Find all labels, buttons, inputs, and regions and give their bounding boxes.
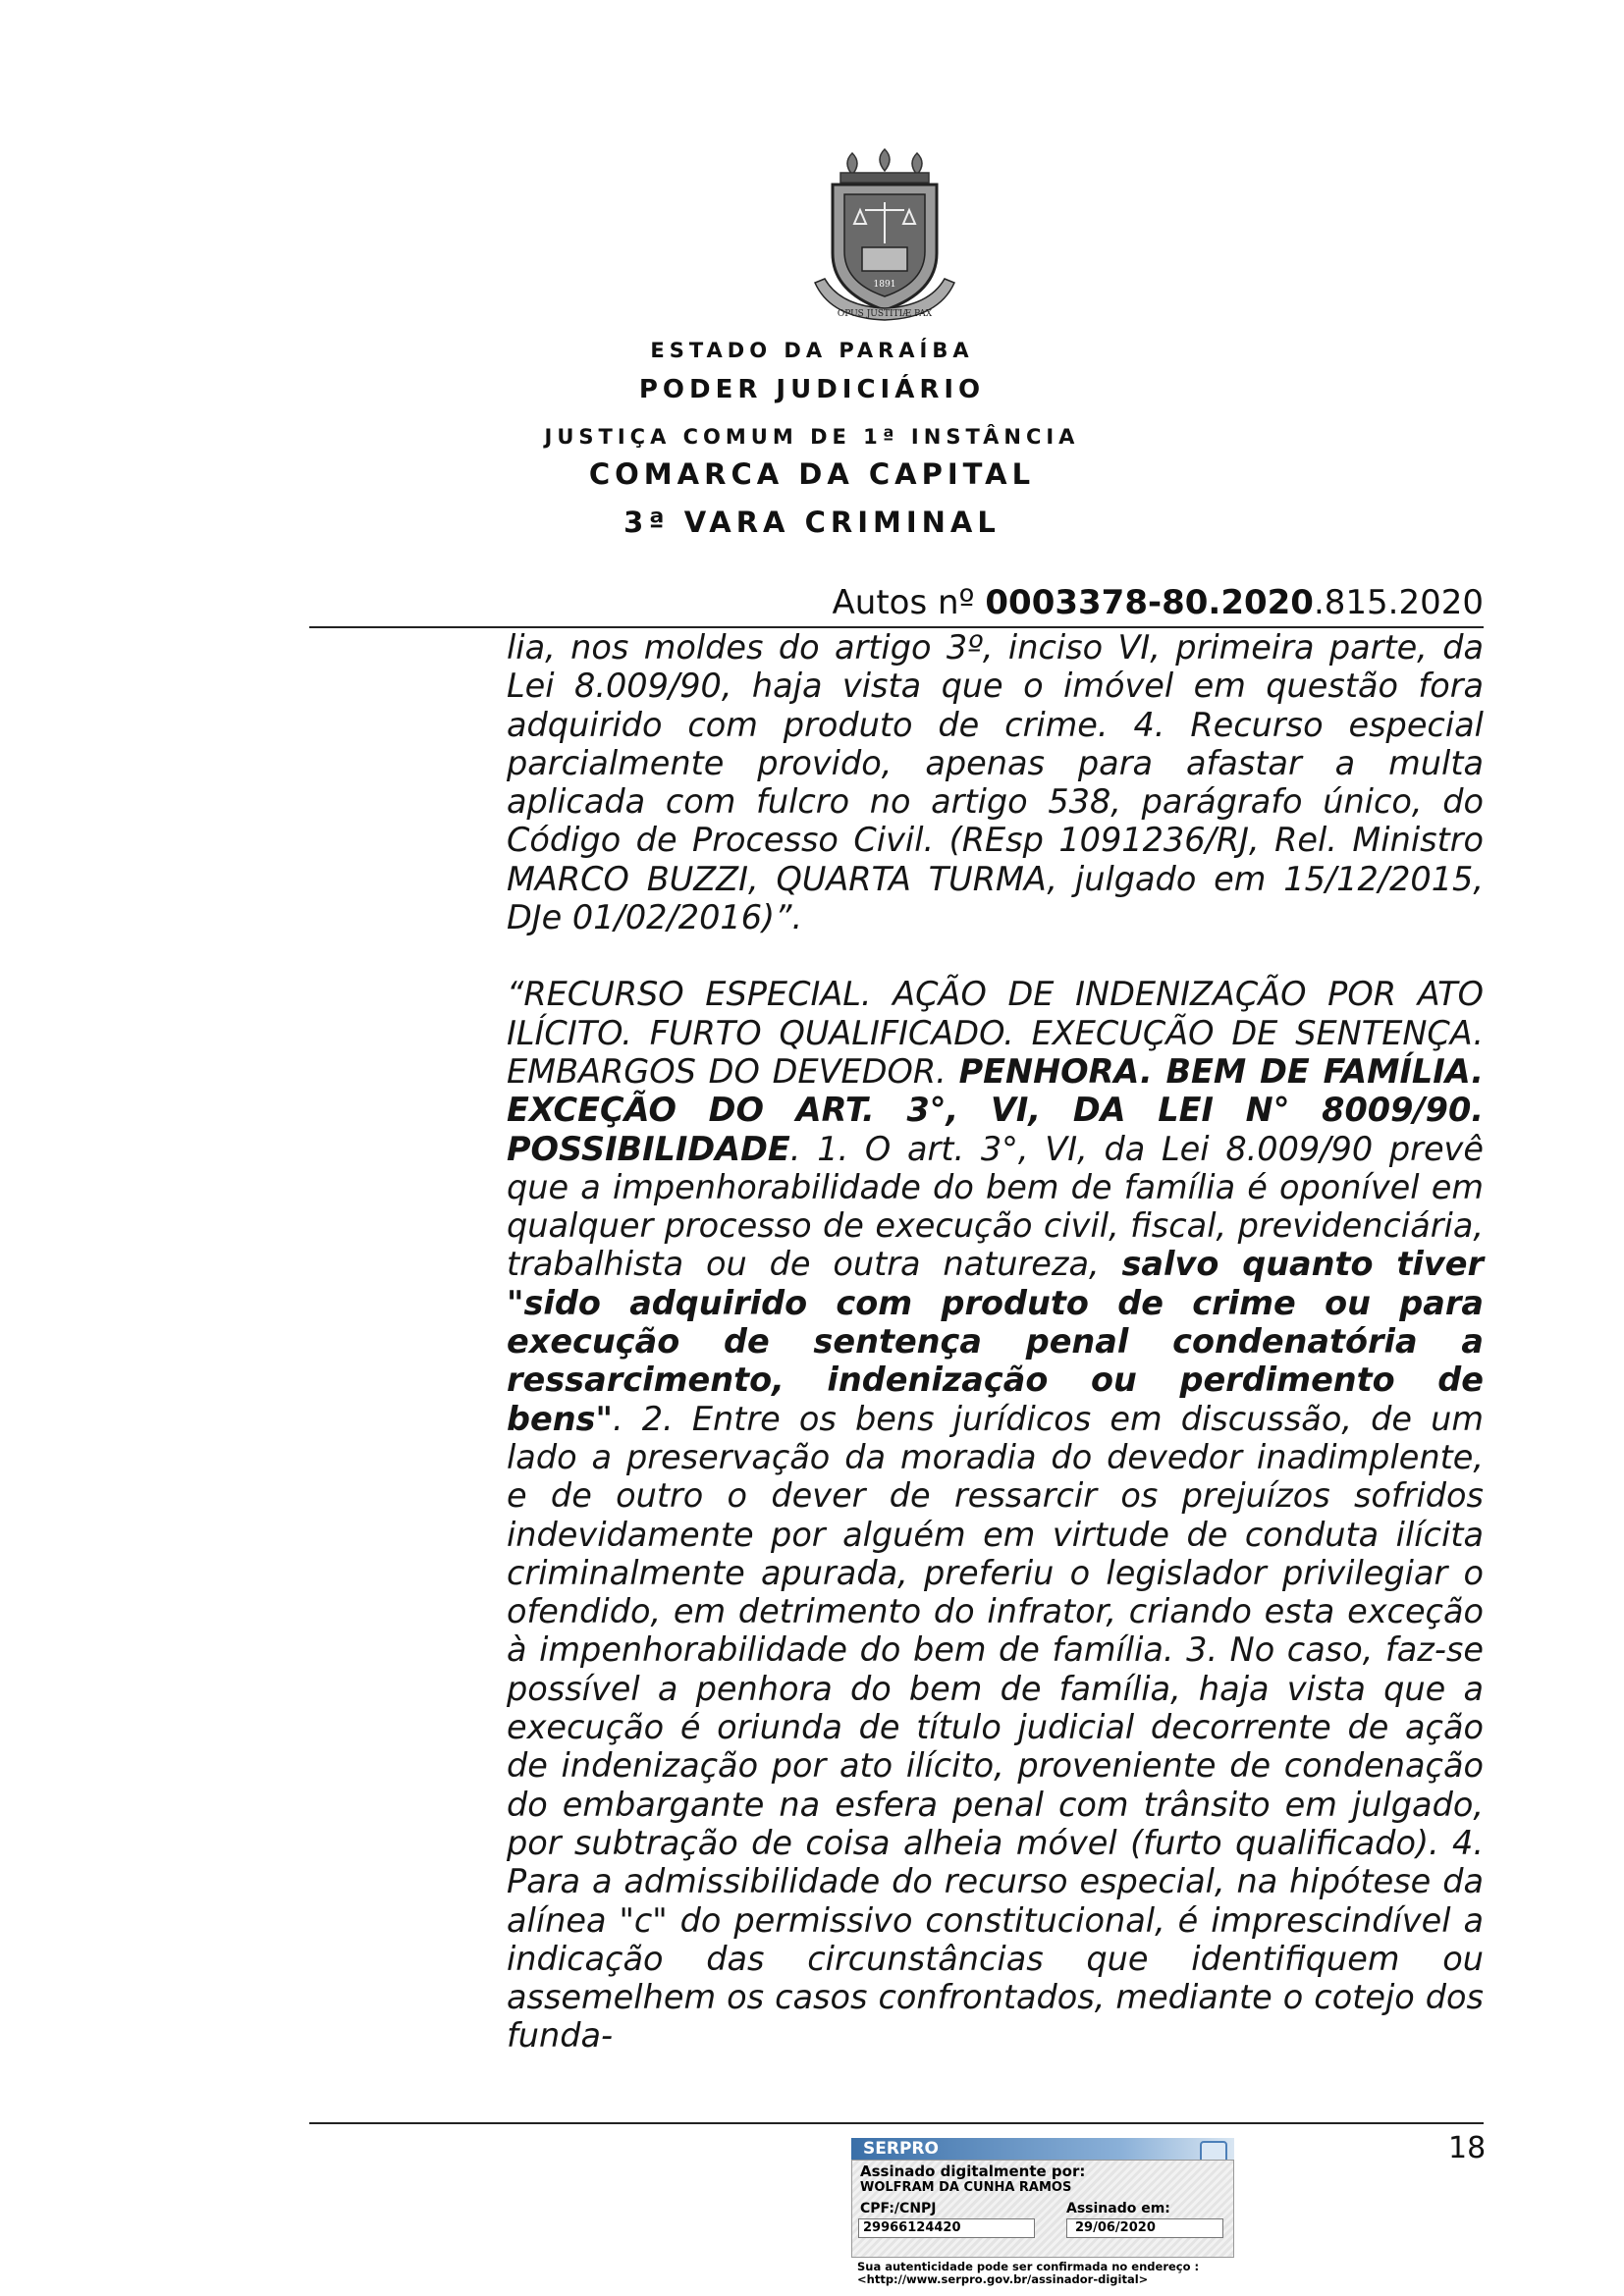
case-number-prefix: Autos nº (832, 583, 986, 622)
header-state: ESTADO DA PARAÍBA (650, 339, 974, 362)
serpro-brand: SERPRO (851, 2138, 1234, 2160)
cpf-value: 29966124420 (863, 2220, 961, 2235)
signed-on-field (1066, 2218, 1223, 2238)
header-chamber: 3ª VARA CRIMINAL (623, 506, 1001, 539)
signer-name: WOLFRAM DA CUNHA RAMOS (860, 2180, 1072, 2195)
case-number-main: 0003378-80.2020 (985, 583, 1314, 622)
cpf-label: CPF:/CNPJ (860, 2201, 937, 2216)
digital-signature-stamp (851, 2138, 1234, 2285)
para2-bold-headnote: PENHORA. BEM DE FAMÍLIA. EXCEÇÃO DO ART. 3°, VI, DA LEI N° 8009/90. POSSIBILIDADE (507, 1051, 1484, 1168)
paragraph-citation-2 (507, 975, 1484, 2055)
paragraph-citation-1: lia, nos moldes do artigo 3º, inciso VI, primeira parte, da Lei 8.009/90, haja vista que o imóvel em questão fora adquirido com produto de crime. 4. Recurso especial parcialmente provido, apenas para afastar a multa aplicada com fulcro no artigo 538, parágrafo único, do Código de Processo Civil. (REsp 1091236/RJ, Rel. Ministro MARCO BUZZI, QUARTA TURMA, julgado em 15/12/2015, DJe 01/02/2016)”. (507, 628, 1484, 937)
signature-box (851, 2160, 1234, 2258)
verify-line-2: <http://www.serpro.gov.br/assinador-digital> (857, 2272, 1149, 2286)
case-number-suffix: .815.2020 (1313, 583, 1484, 622)
header-court: JUSTIÇA COMUM DE 1ª INSTÂNCIA (544, 425, 1080, 449)
para2-part-a: “RECURSO ESPECIAL. AÇÃO DE INDENIZAÇÃO POR ATO ILÍCITO. FURTO QUALIFICADO. EXECUÇÃO DE SENTENÇA. EMBARGOS DO DEVEDOR. (507, 975, 1484, 1091)
coat-of-arms-seal (811, 145, 958, 322)
case-number (833, 583, 1484, 622)
header-district: COMARCA DA CAPITAL (588, 457, 1036, 491)
crest-year: 1891 (873, 280, 896, 290)
footer-divider (309, 2122, 1484, 2124)
signed-on-value: 29/06/2020 (1075, 2220, 1156, 2235)
header-branch: PODER JUDICIÁRIO (638, 375, 986, 404)
signed-by-label: Assinado digitalmente por: (860, 2163, 1086, 2180)
document-body (507, 628, 1484, 2056)
crest-motto: OPUS JUSTITIÆ PAX (837, 309, 933, 319)
cpf-field (858, 2218, 1035, 2238)
signed-on-label: Assinado em: (1066, 2201, 1170, 2216)
para2-part-e: . 2. Entre os bens jurídicos em discussão, de um lado a preservação da moradia do devedor inadimplente, e de outro o dever de ressarcir os prejuízos sofridos indevidamente por alguém em virtude de conduta ilícita criminalmente apurada, preferiu o legislador privilegiar o ofendido, em detrimento do infrator, criando esta exceção à impenhorabilidade do bem de família. 3. No caso, faz-se possível a penhora do bem de família, haja vista que a execução é oriunda de título judicial decorrente de ação de indenização por ato ilícito, proveniente de condenação do embargante na esfera penal com trânsito em julgado, por subtração de coisa alheia móvel (furto qualificado). 4. Para a admissibilidade do recurso especial, na hipótese da alínea "c" do permissivo constitucional, é imprescindível a indicação das circunstâncias que identifiquem ou assemelhem os casos confrontados, mediante o cotejo dos funda- (507, 1399, 1484, 2056)
para2-bold-quote: salvo quanto tiver "sido adquirido com produto de crime ou para execução de sentença penal condenatória a ressarcimento, indenização ou perdimento de bens" (507, 1245, 1484, 1438)
page-number: 18 (1448, 2131, 1487, 2165)
verify-line-1: Sua autenticidade pode ser confirmada no endereço : (857, 2260, 1200, 2273)
para2-part-c: . 1. O art. 3°, VI, da Lei 8.009/90 prevê que a impenhorabilidade do bem de família é oponível em qualquer processo de execução civil, fiscal, previdenciária, trabalhista ou de outra natureza, (507, 1129, 1484, 1284)
